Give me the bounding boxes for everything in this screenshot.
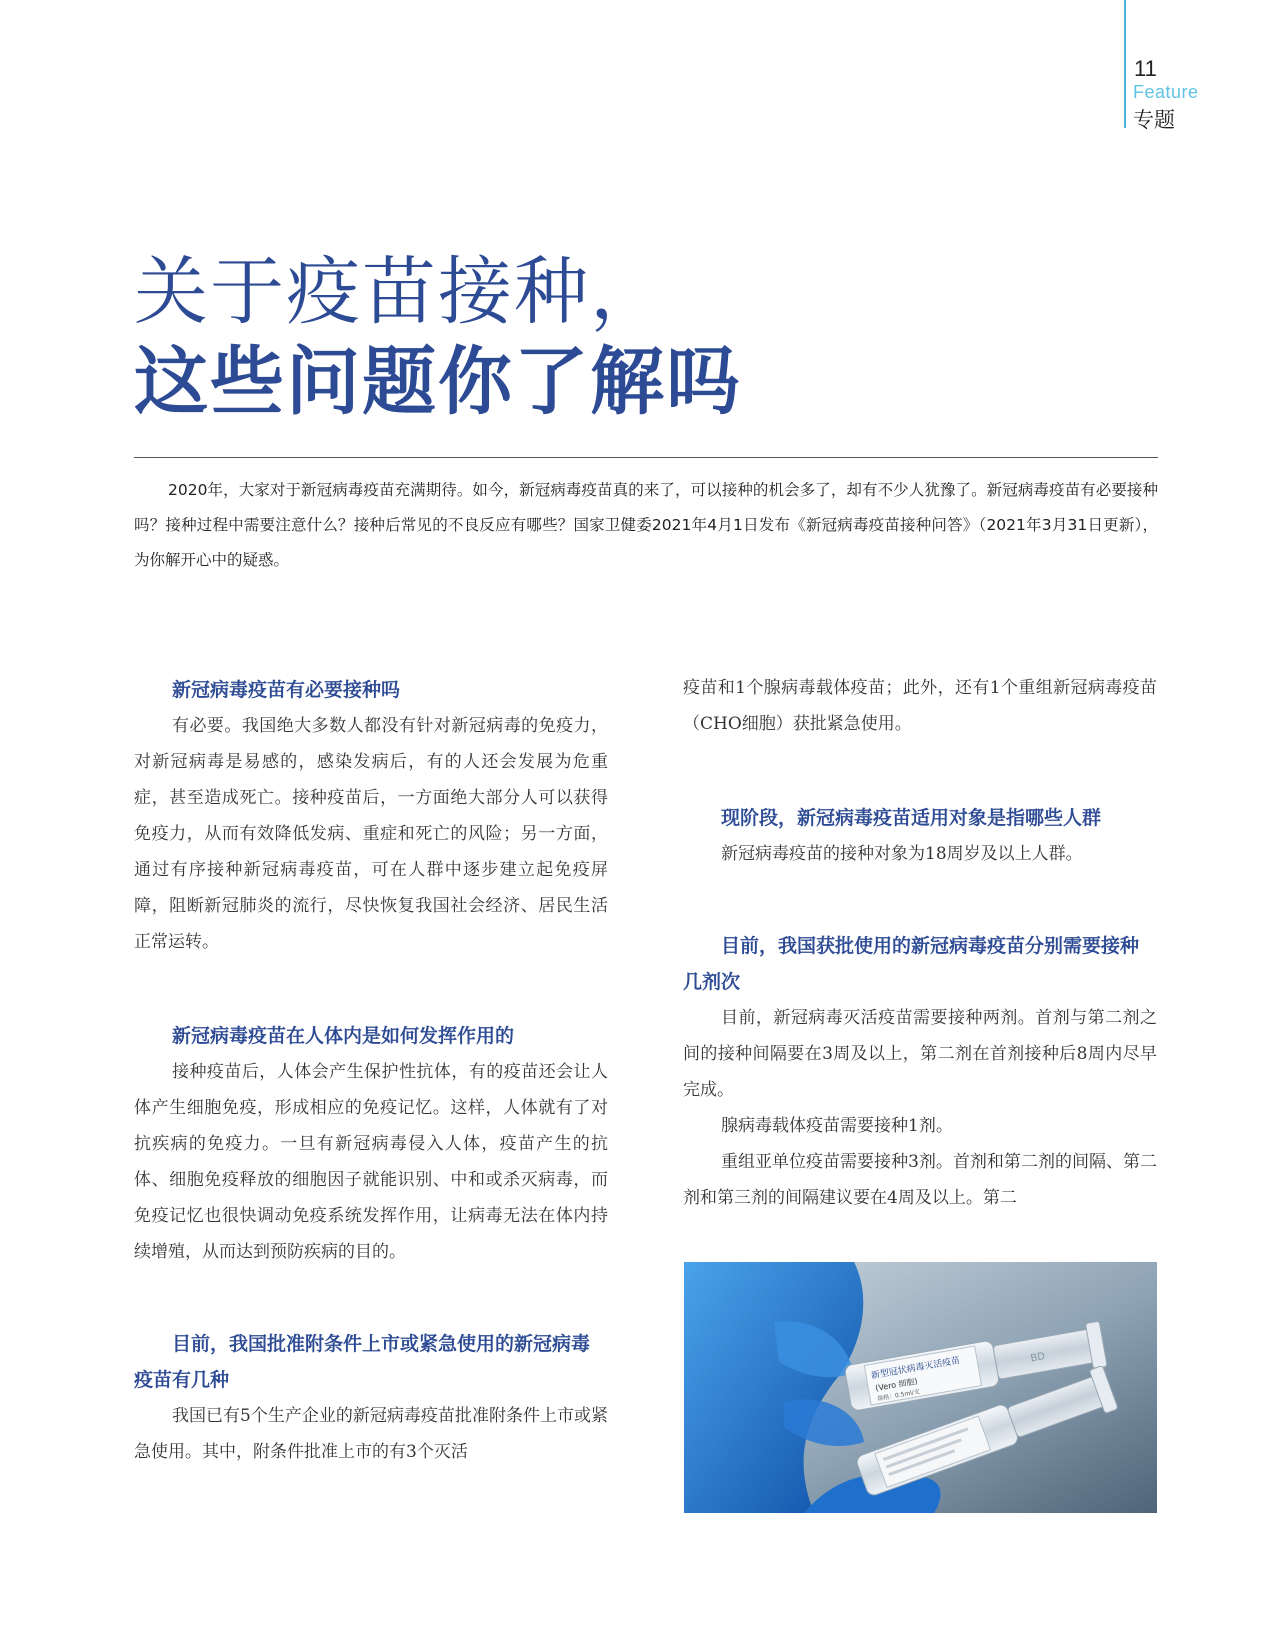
vial-label-title: 新型冠状病毒灭活疫苗 (870, 1355, 961, 1382)
section-body: 我国已有5个生产企业的新冠病毒疫苗批准附条件上市或紧急使用。其中，附条件批准上市的有3个灭活 (134, 1406, 608, 1462)
vial-label-dose: 规格：0.5ml/支 (876, 1388, 921, 1403)
section-label-cn: 专题 (1133, 108, 1175, 132)
section-body: 新冠病毒疫苗的接种对象为18周岁及以上人群。 (721, 844, 1083, 864)
section-body: 目前，新冠病毒灭活疫苗需要接种两剂。首剂与第二剂之间的接种间隔要在3周及以上，第二剂在首剂接种后8周内尽早完成。 (683, 1008, 1157, 1100)
page-number: 11 (1134, 56, 1157, 81)
section-heading: 现阶段，新冠病毒疫苗适用对象是指哪些人群 (721, 807, 1102, 829)
intro-paragraph: 2020年，大家对于新冠病毒疫苗充满期待。如今，新冠病毒疫苗真的来了，可以接种的机会多了，却有不少人犹豫了。新冠病毒疫苗有必要接种吗？接种过程中需要注意什么？接种后常见的不良反应有哪些？国家卫健委2021年4月1日发布《新冠病毒疫苗接种问答》（2021年3月31日更新），为你解开心中的疑惑。 (134, 481, 1158, 569)
vial-label-sub: (Vero 细胞) (874, 1376, 919, 1393)
section-heading: 目前，我国批准附条件上市或紧急使用的新冠病毒疫苗有几种 (134, 1333, 591, 1391)
section-body: 重组亚单位疫苗需要接种3剂。首剂和第二剂的间隔、第二剂和第三剂的间隔建议要在4周及以上。第二 (683, 1152, 1157, 1208)
syringe-mark: BD (1029, 1351, 1047, 1365)
header-accent-line (1124, 0, 1126, 128)
section-body: 腺病毒载体疫苗需要接种1剂。 (721, 1116, 953, 1136)
section-body-continued: 疫苗和1个腺病毒载体疫苗；此外，还有1个重组新冠病毒疫苗（CHO细胞）获批紧急使用。 (683, 678, 1157, 734)
vaccine-photo (684, 1262, 1157, 1513)
right-column (683, 670, 1157, 1216)
section-body: 有必要。我国绝大多数人都没有针对新冠病毒的免疫力，对新冠病毒是易感的，感染发病后，有的人还会发展为危重症，甚至造成死亡。接种疫苗后，一方面绝大部分人可以获得免疫力，从而有效降低发病、重症和死亡的风险；另一方面，通过有序接种新冠病毒疫苗，可在人群中逐步建立起免疫屏障，阻断新冠肺炎的流行，尽快恢复我国社会经济、居民生活正常运转。 (134, 716, 608, 952)
section-heading: 新冠病毒疫苗有必要接种吗 (172, 679, 401, 701)
left-column (134, 672, 608, 1470)
section-label-en: Feature (1133, 82, 1199, 102)
article-title-line1: 关于疫苗接种， (134, 249, 666, 335)
title-divider (134, 457, 1158, 458)
section-body: 接种疫苗后，人体会产生保护性抗体，有的疫苗还会让人体产生细胞免疫，形成相应的免疫记忆。这样，人体就有了对抗疾病的免疫力。一旦有新冠病毒侵入人体，疫苗产生的抗体、细胞免疫释放的细胞因子就能识别、中和或杀灭病毒，而免疫记忆也很快调动免疫系统发挥作用，让病毒无法在体内持续增殖，从而达到预防疾病的目的。 (134, 1062, 608, 1262)
section-heading: 目前，我国获批使用的新冠病毒疫苗分别需要接种几剂次 (683, 935, 1140, 993)
section-heading: 新冠病毒疫苗在人体内是如何发挥作用的 (172, 1025, 515, 1047)
article-title-line2: 这些问题你了解吗 (134, 339, 742, 425)
